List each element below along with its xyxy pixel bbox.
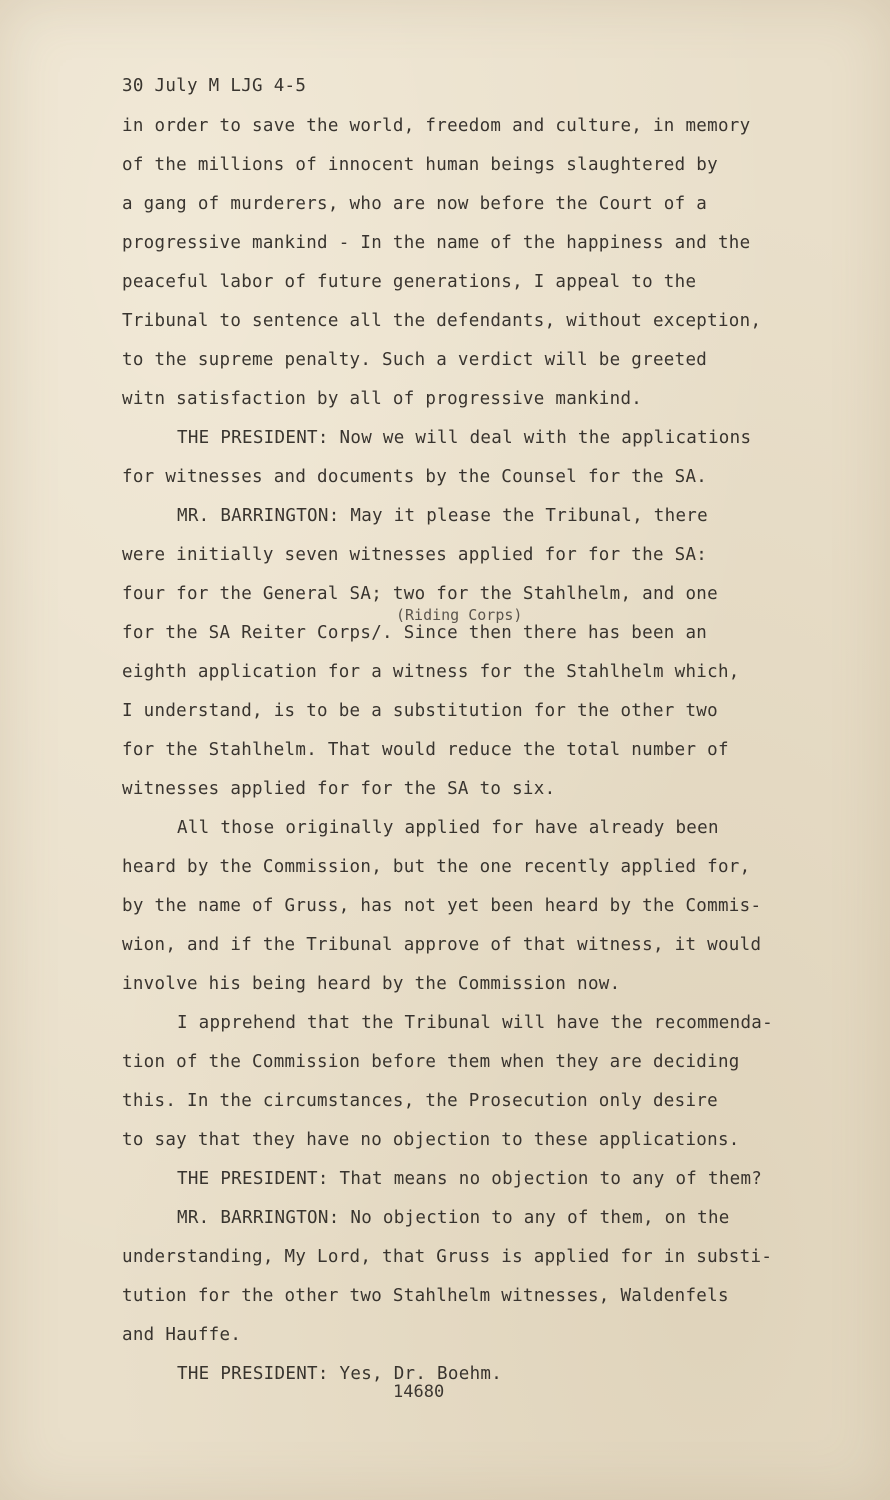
text-line-12: were initially seven witnesses applied for for the SA: bbox=[122, 545, 708, 565]
text-line-11: MR. BARRINGTON: May it please the Tribunal, there bbox=[177, 506, 708, 526]
text-line-33: THE PRESIDENT: Yes, Dr. Boehm. bbox=[177, 1364, 503, 1384]
text-line-27: to say that they have no objection to these applications. bbox=[122, 1130, 740, 1150]
text-line-8: witn satisfaction by all of progressive mankind. bbox=[122, 389, 643, 409]
text-line-7: to the supreme penalty. Such a verdict will be greeted bbox=[122, 350, 708, 370]
text-line-32: and Hauffe. bbox=[122, 1325, 242, 1345]
text-line-30: understanding, My Lord, that Gruss is applied for in substi- bbox=[122, 1247, 773, 1267]
text-line-22: wion, and if the Tribunal approve of that witness, it would bbox=[122, 935, 762, 955]
text-line-14: for the SA Reiter Corps/. Since then there has been an bbox=[122, 623, 708, 643]
text-line-3: a gang of murderers, who are now before the Court of a bbox=[122, 194, 708, 214]
page-header: 30 July M LJG 4-5 bbox=[122, 76, 307, 96]
text-line-6: Tribunal to sentence all the defendants, without exception, bbox=[122, 311, 762, 331]
text-line-28: THE PRESIDENT: That means no objection to any of them? bbox=[177, 1169, 763, 1189]
text-line-15: eighth application for a witness for the Stahlhelm which, bbox=[122, 662, 740, 682]
text-line-21: by the name of Gruss, has not yet been heard by the Commis- bbox=[122, 896, 762, 916]
text-line-9: THE PRESIDENT: Now we will deal with the applications bbox=[177, 428, 752, 448]
text-line-18: witnesses applied for for the SA to six. bbox=[122, 779, 556, 799]
text-line-19: All those originally applied for have already been bbox=[177, 818, 719, 838]
text-line-4: progressive mankind - In the name of the happiness and the bbox=[122, 233, 751, 253]
text-line-25: tion of the Commission before them when they are deciding bbox=[122, 1052, 740, 1072]
text-line-17: for the Stahlhelm. That would reduce the total number of bbox=[122, 740, 729, 760]
text-line-26: this. In the circumstances, the Prosecution only desire bbox=[122, 1091, 718, 1111]
text-line-23: involve his being heard by the Commission now. bbox=[122, 974, 621, 994]
text-line-29: MR. BARRINGTON: No objection to any of them, on the bbox=[177, 1208, 730, 1228]
text-line-1: in order to save the world, freedom and culture, in memory bbox=[122, 116, 751, 136]
text-line-24: I apprehend that the Tribunal will have the recommenda- bbox=[177, 1013, 773, 1033]
text-line-31: tution for the other two Stahlhelm witnesses, Waldenfels bbox=[122, 1286, 729, 1306]
text-line-20: heard by the Commission, but the one recently applied for, bbox=[122, 857, 751, 877]
text-line-13: four for the General SA; two for the Stahlhelm, and one bbox=[122, 584, 718, 604]
text-line-2: of the millions of innocent human beings slaughtered by bbox=[122, 155, 718, 175]
page-number: 14680 bbox=[393, 1382, 445, 1402]
text-line-16: I understand, is to be a substitution for the other two bbox=[122, 701, 718, 721]
text-line-5: peaceful labor of future generations, I appeal to the bbox=[122, 272, 697, 292]
interline-insertion: (Riding Corps) bbox=[396, 606, 523, 624]
text-line-10: for witnesses and documents by the Counsel for the SA. bbox=[122, 467, 708, 487]
